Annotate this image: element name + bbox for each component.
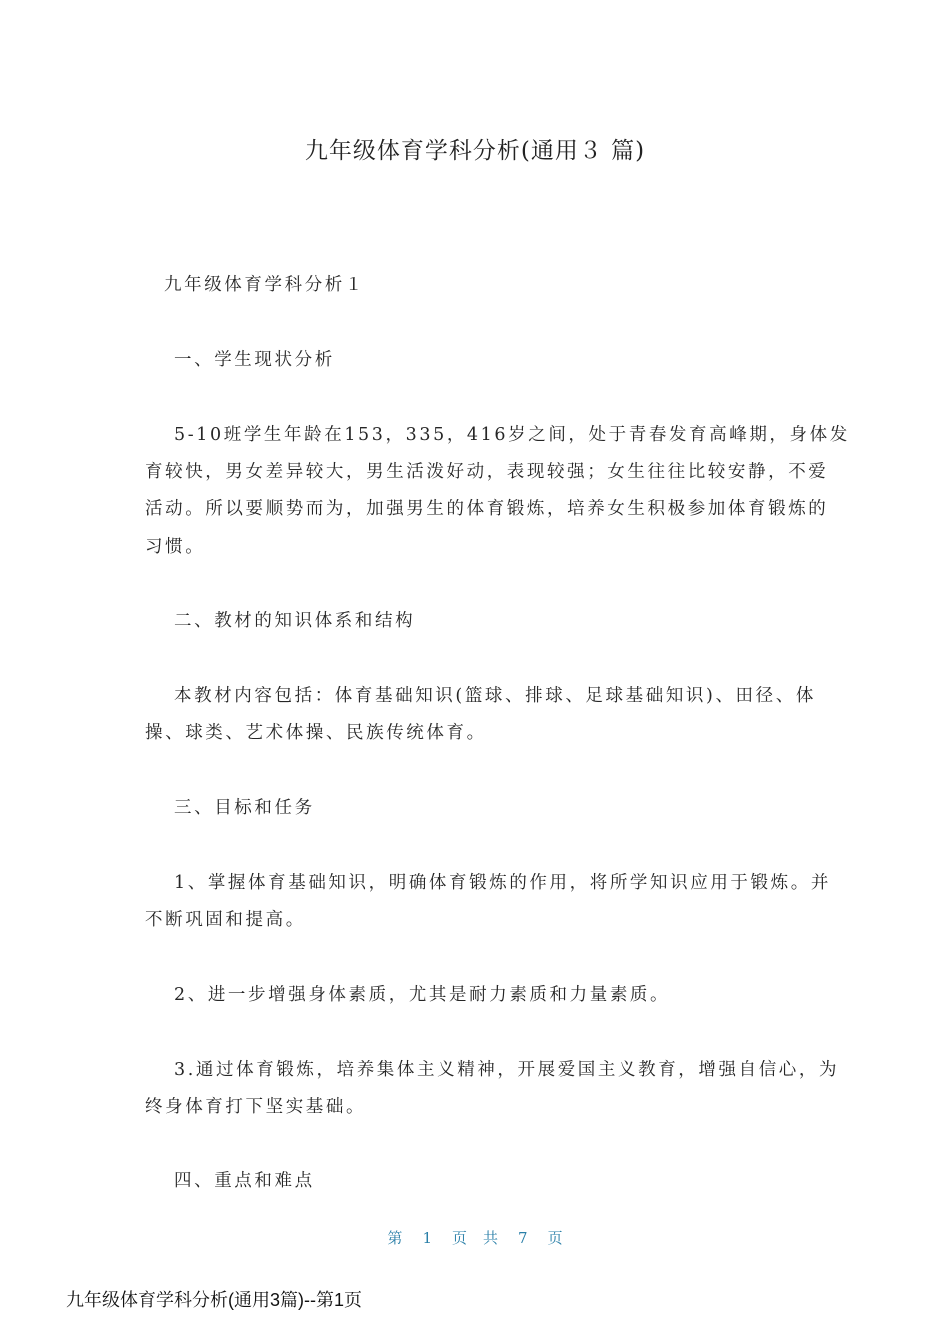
paragraph-line: 2、进一步增强身体素质，尤其是耐力素质和力量素质。 — [174, 985, 671, 1005]
section-subtitle: 九年级体育学科分析１ — [164, 275, 365, 295]
paragraph-line: 习惯。 — [145, 537, 206, 557]
footer-word: 页 — [547, 1229, 563, 1247]
footer-word: 共 — [483, 1229, 499, 1247]
paragraph-line: 3.通过体育锻炼，培养集体主义精神，开展爱国主义教育，增强自信心，为 — [174, 1060, 840, 1080]
paragraph-line: 5-10班学生年龄在153，335，416岁之间，处于青春发育高峰期，身体发 — [174, 425, 850, 445]
paragraph-line: 育较快，男女差异较大，男生活泼好动，表现较强；女生往往比较安静，不爱 — [145, 462, 829, 482]
footer-word: 第 — [387, 1229, 403, 1247]
page-number-footer — [0, 1227, 950, 1248]
total-page-number: 7 — [518, 1229, 528, 1247]
paragraph-line: 不断巩固和提高。 — [145, 910, 306, 930]
paragraph-line: 活动。所以要顺势而为，加强男生的体育锻炼，培养女生积极参加体育锻炼的 — [145, 499, 829, 519]
heading-goals-tasks: 三、目标和任务 — [174, 798, 315, 818]
footer-word: 页 — [451, 1229, 467, 1247]
document-page-label: 九年级体育学科分析(通用3篇)--第1页 — [66, 1290, 362, 1310]
paragraph-line: 操、球类、艺术体操、民族传统体育。 — [145, 723, 487, 743]
current-page-number: 1 — [422, 1229, 432, 1247]
heading-textbook-structure: 二、教材的知识体系和结构 — [174, 611, 416, 631]
paragraph-line: 本教材内容包括：体育基础知识(篮球、排球、足球基础知识)、田径、体 — [174, 686, 816, 706]
heading-key-difficult-points: 四、重点和难点 — [174, 1171, 315, 1191]
document-title: 九年级体育学科分析(通用３ 篇) — [304, 138, 646, 164]
paragraph-line: 1、掌握体育基础知识，明确体育锻炼的作用，将所学知识应用于锻炼。并 — [174, 873, 831, 893]
heading-student-status: 一、学生现状分析 — [174, 350, 335, 370]
paragraph-line: 终身体育打下坚实基础。 — [145, 1097, 367, 1117]
